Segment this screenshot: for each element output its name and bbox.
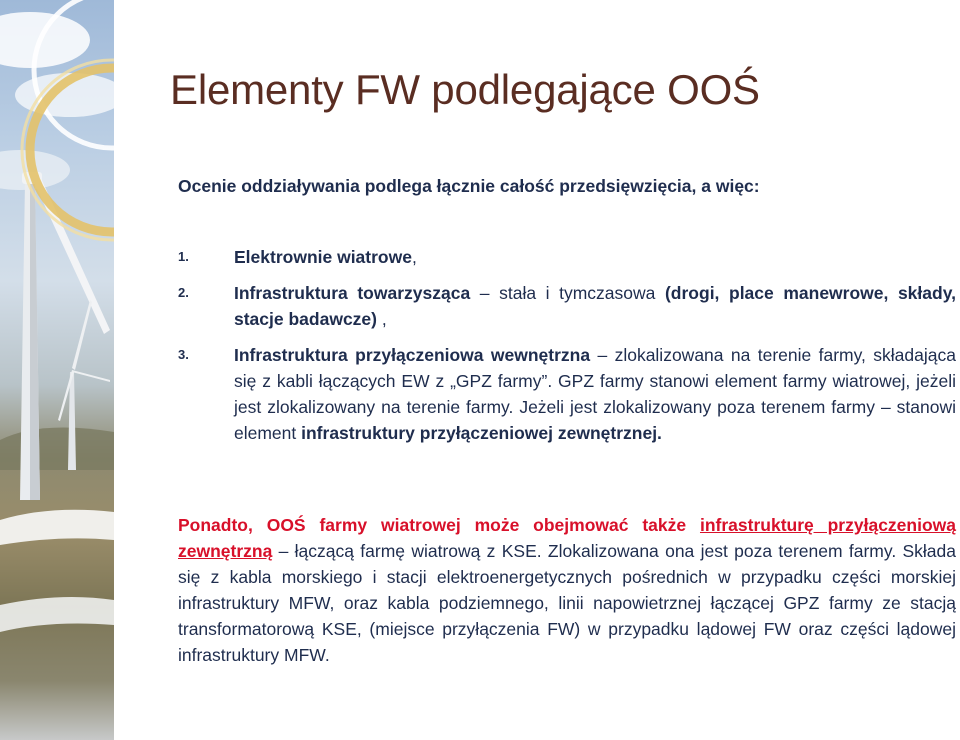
list-item-rest: ,	[411, 247, 417, 267]
list-item	[178, 342, 956, 446]
intro-text: Ocenie oddziaływania podlega łącznie całość przedsięwzięcia, a więc:	[178, 176, 760, 196]
list-item	[178, 244, 956, 270]
list-number: 2.	[178, 285, 189, 300]
list-item-desc: – stała i tymczasowa	[470, 283, 665, 303]
list-number: 3.	[178, 347, 189, 362]
red-lead-text: Ponadto, OOŚ farmy wiatrowej może obejmować także	[178, 515, 700, 535]
list-item-term-2: (drogi, place manewrowe, składy, stacje badawcze)	[234, 283, 956, 329]
list-item-desc: – zlokalizowana na terenie farmy, składająca się z kabli łączących EW z „GPZ farmy”. GPZ farmy stanowi element farmy wiatrowej, jeżeli jest zlokalizowany na terenie farmy. Jeżeli jest zlokalizowany poza terenem farmy – stanowi element	[234, 345, 956, 443]
list-item-rest: ,	[376, 309, 387, 329]
list-item-term: Elektrownie wiatrowe	[234, 247, 412, 267]
paragraph-rest: – łączącą farmę wiatrową z KSE. Zlokalizowana ona jest poza terenem farmy. Składa się z kabla morskiego i stacji elektroenergetycznych pośrednich w przypadku części morskiej infrastruktury MFW, oraz kabla podziemnego, linii napowietrznej łączącej GPZ farmy ze stacją transformatorową KSE, (miejsce przyłączenia FW) w przypadku lądowej FW oraz części lądowej infrastruktury MFW.	[178, 541, 956, 665]
gold-rings-icon	[0, 0, 114, 260]
list-item-term-2: infrastruktury przyłączeniowej zewnętrznej.	[301, 423, 662, 443]
list-item-term: Infrastruktura przyłączeniowa wewnętrzna	[234, 345, 591, 365]
external-infrastructure-paragraph	[178, 512, 956, 668]
slide-title: Elementy FW podlegające OOŚ	[170, 66, 760, 113]
list-number: 1.	[178, 249, 189, 264]
list-item	[178, 280, 956, 332]
element-list	[178, 244, 956, 456]
wind-turbine-photo	[0, 0, 114, 740]
red-underlined-term: infrastrukturę przyłączeniową zewnętrzną	[178, 515, 956, 561]
list-item-term: Infrastruktura towarzysząca	[234, 283, 471, 303]
